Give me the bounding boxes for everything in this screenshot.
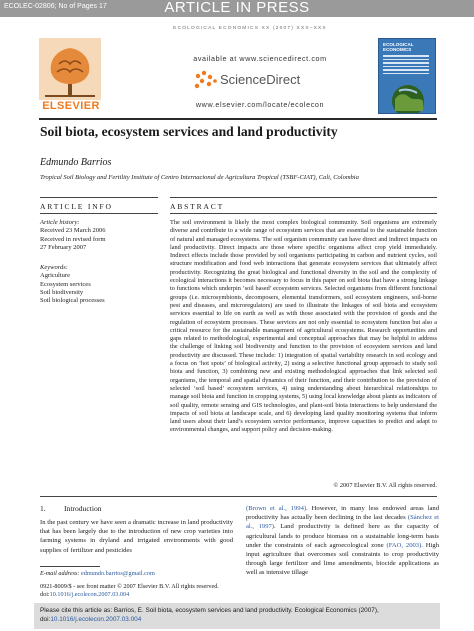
article-info-bottom-rule	[40, 213, 158, 214]
history-item: Received 23 March 2006	[40, 227, 106, 235]
introduction-left-text: In the past century we have seen a dramatic increase in land productivity that has been largely due to the introduction of new crop varieties into farming systems in dryland and irrigated environments with good supplies of fertilizer and pesticides	[40, 519, 233, 554]
abstract-copyright: © 2007 Elsevier B.V. All rights reserved.	[333, 482, 437, 489]
abstract-end-rule	[40, 496, 437, 497]
introduction-heading	[40, 504, 102, 513]
article-status: ARTICLE IN PRESS	[164, 0, 310, 16]
history-item: Received in revised form	[40, 235, 106, 243]
article-info-heading: ARTICLE INFO	[40, 202, 113, 211]
history-item: 27 February 2007	[40, 243, 87, 251]
history-label: Article history:	[40, 219, 80, 226]
citation-doi-link[interactable]: 10.1016/j.ecolecon.2007.03.004	[50, 616, 142, 624]
keywords-list	[40, 264, 158, 305]
abstract-text: The soil environment is likely the most complex biological community. Soil organisms are extremely diverse and contribute to a wide range of ecosystem services that are essential to the sustainable function of natural and managed ecosystems. The soil organism community can have direct and indirect impacts on land productivity. Direct impacts are those where specific organisms affect crop yield immediately. Indirect effects include those provided by soil organisms participating in carbon and nutrient cycles, soil structure modification and food web interactions that generate ecosystem services that ultimately affect productivity. Recognizing the great biological and functional diversity in the soil and the complexity of ecological interactions it becomes necessary to focus in this paper on soil biota that have a strong linkage to functions which underpin ‘soil based’ ecosystem services. Selected organisms from different functional groups (i.e. microsymbionts, decomposers, elemental transformers, soil ecosystem engineers, soil-borne pest and diseases, and microregulators) are used to illustrate the linkages of soil biota and ecosystem services essential to life on earth as well as with those associated with the provision of goods and the regulation of ecosystem processes. These services are not only essential to ecosystem function but also a critical resource for the sustainable management of agricultural ecosystems. Research opportunities and gaps related to methodological, experimental and conceptual approaches that may be helpful to address the challenge of linking soil biodiversity and function to the provision of ecosystem services and land productivity are discussed. These include: 1) integration of spatial variability research in soil ecology and a focus on ‘hot spots’ of biological activity, 2) using a selective functional group approach to study soil biota and function, 3) combining new and existing methodological approaches that link selected soil organisms, the temporal and spatial dynamics of their function, and their contribution to the provision of selected ‘soil based’ ecosystem services, 4) using understanding about hierarchical relationships to manage soil biota and function in cropping systems, 5) using local knowledge about plants as indicators of soil quality, remote sensing and GIS technologies, and plant-soil biota interactions to help understand the impacts of soil biota at landscape scale, and 6) developing land quality monitoring systems that inform land users about their land’s ecosystem service performance, improve capacities to predict and adapt to environmental changes, and support policy and decision-making.	[170, 219, 437, 434]
introduction-right-text: (Brown et al., 1994). However, in many less endowed areas land productivity has actually been declining in the last decades (Sánchez et al., 1997). Land productivity is defined here as the capacity of agricultural lands to produce biomass on a sustainable long-term basis under the constraints of each agroecological zone (FAO, 2003). High input agriculture that overcomes soil constraints to crop productivity through large fertilizer and lime amendments, biocide applications as well as intensive tillage	[246, 505, 439, 577]
document-id: ECOLEC-02806; No of Pages 17	[4, 3, 107, 10]
journal-url: www.elsevier.com/locate/ecolecon	[195, 100, 325, 109]
email-link[interactable]: edmundo.barrios@gmail.com	[81, 570, 155, 577]
keyword-item: Ecosystem services	[40, 280, 91, 288]
cover-globe-image	[387, 81, 429, 113]
doi-line: doi:10.1016/j.ecolecon.2007.03.004	[40, 591, 130, 598]
keyword-item: Soil biodiversity	[40, 288, 84, 296]
article-history	[40, 219, 158, 252]
author-email-footnote	[40, 570, 155, 577]
cover-text-lines	[383, 55, 429, 76]
sciencedirect-wordmark: ScienceDirect	[220, 72, 301, 87]
abstract-top-rule	[170, 197, 437, 198]
article-in-press-banner	[0, 0, 474, 17]
keyword-item: Agriculture	[40, 272, 70, 280]
cover-title: ECOLOGICAL ECONOMICS	[383, 42, 414, 52]
citation-link[interactable]: (FAO, 2003)	[386, 541, 422, 549]
journal-cover-image	[378, 38, 436, 114]
abstract-bottom-rule	[170, 213, 437, 214]
elsevier-tree-logo	[39, 38, 101, 100]
citation-link[interactable]: (Brown et al., 1994)	[246, 505, 307, 512]
header-divider	[39, 118, 437, 120]
section-number: 1.	[40, 504, 46, 513]
section-title: Introduction	[64, 504, 102, 513]
author-affiliation: Tropical Soil Biology and Fertility Institute of Centro Internacional de Agricultura Tropical (TSBF-CIAT), Cali, Colombia	[40, 174, 359, 181]
doi-link[interactable]: 10.1016/j.ecolecon.2007.03.004	[49, 591, 130, 598]
citation-link[interactable]: (Sánchez et al., 1997)	[246, 514, 439, 531]
journal-volume-line: ECOLOGICAL ECONOMICS XX (2007) XXX–XXX	[173, 26, 327, 31]
keywords-label: Keywords:	[40, 264, 68, 271]
available-at-line: available at www.sciencedirect.com	[193, 54, 327, 63]
keyword-item: Soil biological processes	[40, 297, 105, 305]
citation-text: Please cite this article as: Barrios, E. Soil biota, ecosystem services and land productivity. Ecological Economics (2007), doi:10.1016/j.ecolecon.2007.03.004	[40, 607, 379, 624]
abstract-heading: ABSTRACT	[170, 202, 225, 211]
footnote-rule	[40, 566, 100, 567]
publisher-name: ELSEVIER	[42, 100, 100, 112]
author-name: Edmundo Barrios	[40, 157, 112, 168]
article-title: Soil biota, ecosystem services and land productivity	[40, 124, 338, 139]
article-info-top-rule	[40, 197, 158, 198]
email-label: E-mail address:	[40, 570, 82, 577]
citation-box	[34, 603, 440, 629]
issn-line: 0921-8009/$ - see front matter © 2007 Elsevier B.V. All rights reserved.	[40, 583, 219, 590]
